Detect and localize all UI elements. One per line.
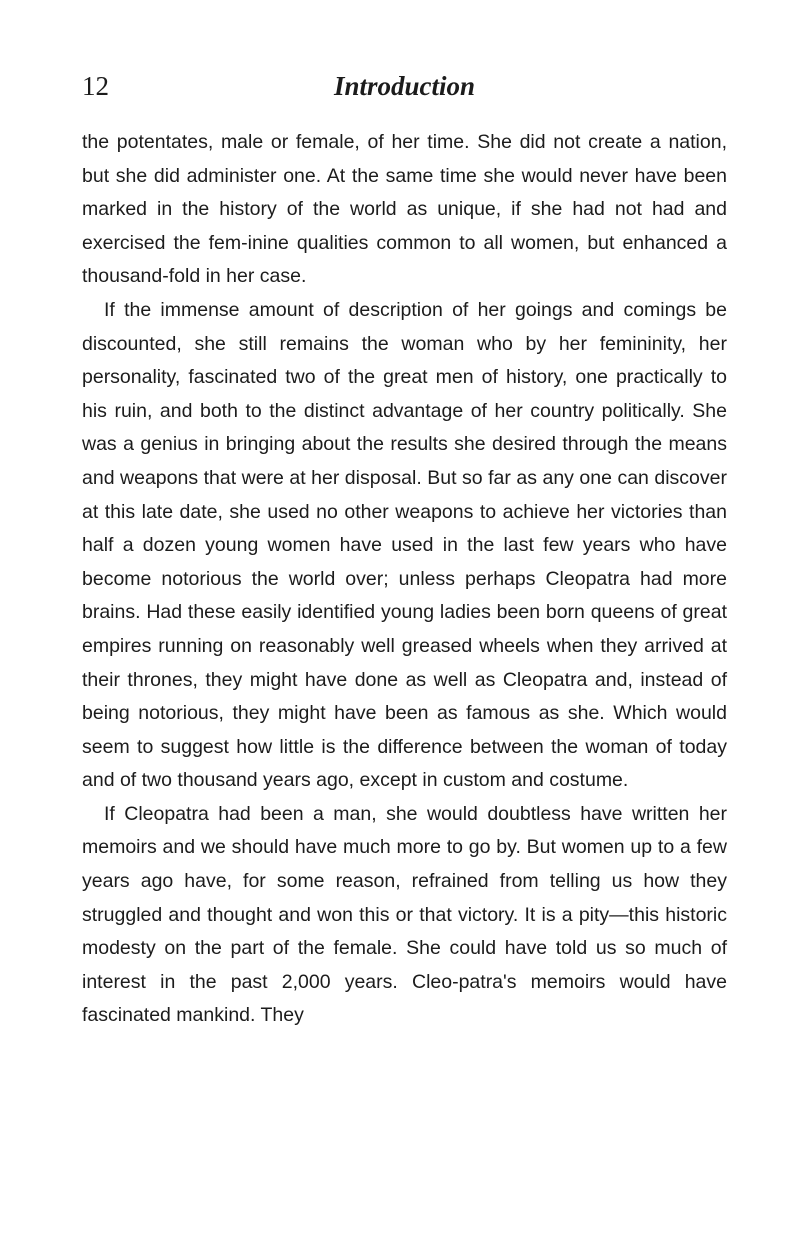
body-text [82, 126, 727, 1033]
page-number: 12 [82, 71, 109, 101]
book-page [82, 64, 727, 1033]
running-title: Introduction [333, 71, 476, 101]
paragraph-2: If the immense amount of description of her goings and comings be discounted, she still remains the woman who by her femininity, her personality, fascinated two of the great men of history, one practically to his ruin, and both to the distinct advantage of her country politically. She was a genius in bringing about the results she desired through the means and weapons that were at her disposal. But so far as any one can discover at this late date, she used no other weapons to achieve her victories than half a dozen young women have used in the last few years who have become notorious the world over; unless perhaps Cleopatra had more brains. Had these easily identified young ladies been born queens of great empires running on reasonably well greased wheels when they arrived at their thrones, they might have done as well as Cleopatra and, instead of being notorious, they might have been as famous as she. Which would seem to suggest how little is the difference between the woman of today and of two thousand years ago, except in custom and costume. [82, 298, 727, 792]
paragraph-1: the potentates, male or female, of her time. She did not create a nation, but she did administer one. At the same time she would never have been marked in the history of the world as unique, if she had not had and exercised the fem-inine qualities common to all women, but enhanced a thousand-fold in her case. [82, 131, 727, 288]
running-head [82, 64, 727, 108]
paragraph-3: If Cleopatra had been a man, she would doubtless have written her memoirs and we should have much more to go by. But women up to a few years ago have, for some reason, refrained from telling us how they struggled and thought and won this or that victory. It is a pity—this historic modesty on the part of the female. She could have told us so much of interest in the past 2,000 years. Cleo-patra's memoirs would have fascinated mankind. They [82, 802, 727, 1027]
